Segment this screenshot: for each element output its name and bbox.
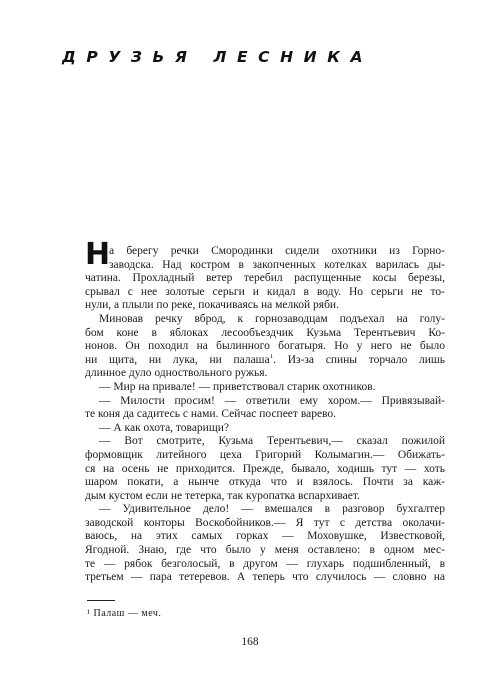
page-number: 168 — [241, 636, 259, 648]
text-line — [85, 435, 445, 449]
text-line-content: формовщик литейного цеха Григорий Колымагин.— Обижать- — [85, 448, 445, 461]
text-line — [85, 408, 445, 422]
text-line — [85, 449, 445, 463]
text-line-content: третьем — пара тетеревов. А теперь что случилось — словно на — [85, 571, 445, 584]
text-line-content: ся на осень не приходится. Прежде, бывало, ходишь тут — хоть — [85, 462, 445, 475]
text-line — [85, 272, 445, 286]
text-line — [85, 286, 445, 300]
chapter-title: ДРУЗЬЯ ЛЕСНИКА — [62, 48, 374, 66]
text-line — [85, 299, 445, 313]
footnote-ref: 1 — [269, 353, 274, 360]
text-line-content: заводска. Над костром в закопченных котелках варилась ды- — [109, 258, 445, 271]
text-line-content: те — рябок безголосый, в другом — глухарь подшибленный, в — [85, 557, 445, 570]
text-line — [85, 476, 445, 490]
text-line — [85, 340, 445, 354]
text-line-content: длинное дуло одноствольного ружья. — [85, 367, 268, 380]
text-line — [85, 544, 445, 558]
text-line — [85, 558, 445, 572]
text-line-content: ни щита, ни лука, ни палаша — [85, 353, 270, 366]
text-line-tail: . Из-за спины торчало лишь — [273, 353, 445, 366]
text-line — [85, 313, 445, 327]
text-line-content: а берегу речки Смородинки сидели охотники из Горно- — [109, 245, 445, 257]
text-line-content: те коня да садитесь с нами. Сейчас поспеет варево. — [85, 408, 337, 421]
text-line — [85, 381, 445, 395]
text-line — [85, 354, 445, 368]
text-line — [85, 245, 445, 259]
footnote: ¹ Палаш — меч. — [87, 608, 162, 619]
text-line — [85, 422, 445, 436]
text-line — [85, 463, 445, 477]
text-line-content: шаром покати, а нынче откуда что и взялось. Почти за каж- — [85, 476, 445, 489]
text-line — [85, 490, 445, 504]
text-line — [85, 503, 445, 517]
text-line-content: нонов. Он походил на былинного богатыря. Но у него не было — [85, 340, 445, 353]
text-line-content: — Мир на привале! — приветствовал старик охотников. — [99, 380, 376, 393]
text-line-content: бом коне в яблоках лесообъездчик Кузьма Терентьевич Ко- — [85, 326, 445, 339]
text-line-content: — Удивительное дело! — вмешался в разговор бухгалтер — [99, 503, 445, 516]
footnote-divider — [87, 600, 115, 601]
text-line-content: ваюсь, на этих самых горках — Моховушке, Известковой, — [85, 530, 445, 543]
text-line-content: — Милости просим! — ответили ему хором.— Привязывай- — [99, 394, 445, 407]
text-line-content: дым кустом если не тетерка, так куропатка вспархивает. — [85, 489, 360, 502]
drop-cap: Н — [85, 237, 111, 272]
text-line-content: Миновав речку вброд, к горнозаводцам подъехал на голу- — [99, 312, 445, 325]
text-line — [85, 367, 445, 381]
text-line — [85, 571, 445, 585]
text-line-content: заводской конторы Воскобойников.— Я тут с детства околачи- — [85, 516, 445, 529]
text-line — [85, 259, 445, 273]
body-text — [85, 245, 445, 585]
text-line-content: нули, а плыли по реке, покачиваясь на мелкой ряби. — [85, 299, 339, 312]
text-line — [85, 530, 445, 544]
text-line — [85, 395, 445, 409]
text-line — [85, 517, 445, 531]
text-line-content: — Вот смотрите, Кузьма Терентьевич,— сказал пожилой — [99, 435, 445, 448]
text-line-content: чатина. Прохладный ветер теребил распущенные косы березы, — [85, 272, 445, 285]
text-line-content: Ягодной. Знаю, где что было у меня оставлено: в одном мес- — [85, 544, 445, 557]
text-line — [85, 327, 445, 341]
text-line-content: — А как охота, товарищи? — [99, 421, 229, 434]
text-line-content: срывал с нее золотые серьги и кидал в воду. Но серьги не то- — [85, 285, 445, 298]
